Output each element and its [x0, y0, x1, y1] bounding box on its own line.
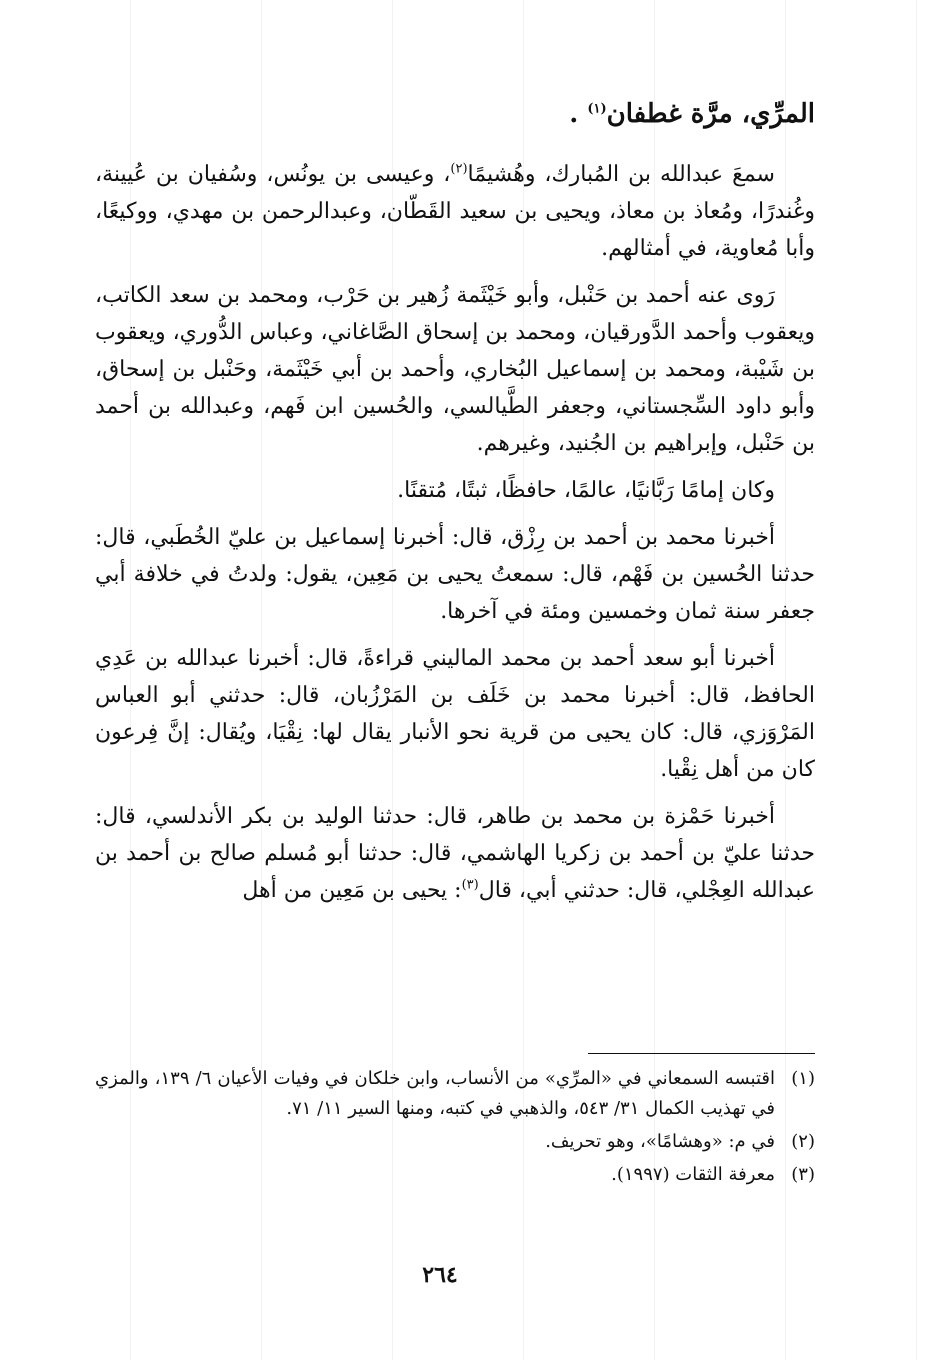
- paragraph-narration: [95, 798, 815, 909]
- footnote-1: [95, 1064, 815, 1124]
- paragraph-text: : يحيى بن مَعِين من أهل: [242, 878, 462, 903]
- paragraph-students: رَوى عنه أحمد بن حَنْبل، وأبو خَيْثَمة زُهير بن حَرْب، ومحمد بن سعد الكاتب، ويعقوب وأحمد الدَّورقيان، ومحمد بن إسحاق الصَّاغاني، وعباس الدُّوري، ويعقوب بن شَيْبة، ومحمد بن إسماعيل البُخاري، وأحمد بن أبي خَيْثَمة، وحَنْبل بن إسحاق، وأبو داود السِّجستاني، وجعفر الطَّيالسي، والحُسين ابن فَهم، وعبدالله بن أحمد بن حَنْبل، وإبراهيم بن الجُنيد، وغيرهم.: [95, 283, 815, 456]
- heading-end: .: [569, 99, 579, 129]
- footnote-ref-2[interactable]: (٢): [450, 161, 468, 177]
- paragraph-birth: أخبرنا محمد بن أحمد بن رِزْق، قال: أخبرنا إسماعيل بن عليّ الخُطَبي، قال: حدثنا الحُسين بن فَهْم، قال: سمعتُ يحيى بن مَعِين، يقول: ولدتُ في خلافة أبي جعفر سنة ثمان وخمسين ومئة في آخرها.: [95, 525, 815, 624]
- footnote-2: [95, 1127, 815, 1157]
- footnote-separator: [588, 1053, 815, 1054]
- main-text: [95, 92, 815, 919]
- footnotes: [95, 1064, 815, 1193]
- footnote-number: (١): [791, 1068, 815, 1089]
- paragraph-text: ، وعيسى بن يونُس، وسُفيان بن عُيينة، وغُندرًا، ومُعاذ بن معاذ، ويحيى بن سعيد القَطّان، وعبدالرحمن بن مهدي، ووكيعًا، وأبا مُعاوية، في أمثالهم.: [95, 162, 815, 261]
- footnote-ref-3[interactable]: (٣): [461, 877, 479, 893]
- paragraph-origin: أخبرنا أبو سعد أحمد بن محمد الماليني قراءةً، قال: أخبرنا عبدالله بن عَدِي الحافظ، قال: أخبرنا محمد بن خَلَف بن المَرْزُبان، قال: حدثني أبو العباس المَرْوَزي، قال: كان يحيى من قرية نحو الأنبار يقال لها: نِقْيَا، ويُقال: إنَّ فِرعون كان من أهل نِقْيا.: [95, 646, 815, 782]
- footnote-text: اقتبسه السمعاني في «المرِّي» من الأنساب، وابن خلكان في وفيات الأعيان ٦/ ١٣٩، والمزي في تهذيب الكمال ٣١/ ٥٤٣، والذهبي في كتبه، ومنها السير ١١/ ٧١.: [95, 1068, 776, 1119]
- page-number: ٢٦٤: [422, 1262, 458, 1288]
- footnote-text: في م: «وهشامًا»، وهو تحريف.: [545, 1131, 775, 1152]
- paragraph-praise: وكان إمامًا رَبَّانيًا، عالمًا، حافظًا، ثبتًا، مُتقنًا.: [397, 478, 775, 503]
- heading-text: المرِّي، مرَّة غطفان: [606, 99, 815, 129]
- heading-footnote-ref[interactable]: (١): [587, 101, 607, 117]
- entry-heading: [95, 92, 815, 136]
- footnote-3: [95, 1160, 815, 1190]
- footnote-number: (٢): [791, 1131, 815, 1152]
- footnote-number: (٣): [791, 1164, 815, 1185]
- paragraph-teachers: [95, 156, 815, 267]
- footnote-text: معرفة الثقات (١٩٩٧).: [611, 1164, 775, 1185]
- paragraph-text: سمعَ عبدالله بن المُبارك، وهُشيمًا: [467, 162, 775, 187]
- paragraph-text: أخبرنا حَمْزة بن محمد بن طاهر، قال: حدثنا الوليد بن بكر الأندلسي، قال: حدثنا عليّ بن أحمد بن زكريا الهاشمي، قال: حدثنا أبو مُسلم صالح بن أحمد بن عبدالله العِجْلي، قال: حدثني أبي، قال: [95, 804, 815, 903]
